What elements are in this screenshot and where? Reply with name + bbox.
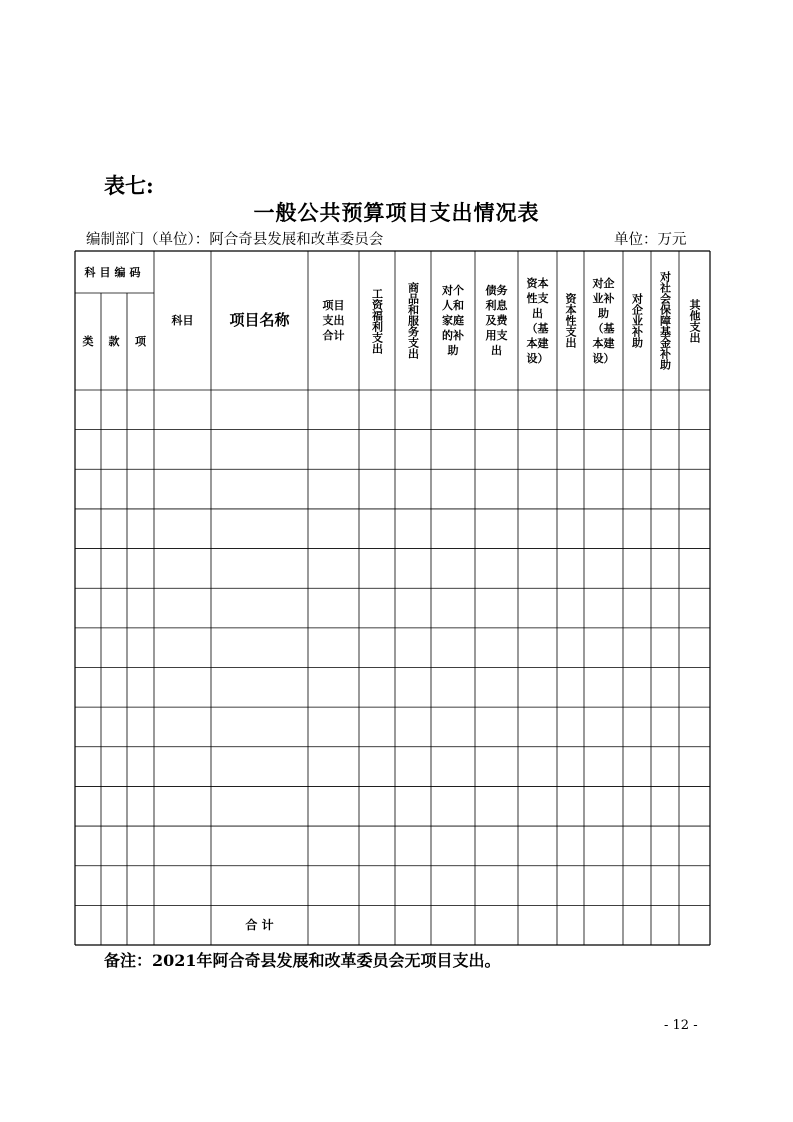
header-capital-text: 资本性支出	[564, 293, 577, 348]
header-wages	[359, 251, 395, 390]
header-xiang: 项	[135, 335, 146, 348]
header-other	[679, 251, 710, 390]
header-kemu: 科目	[171, 314, 194, 327]
page-number: - 12 -	[664, 1018, 698, 1033]
header-capital	[557, 251, 584, 390]
table-label: 表七:	[104, 173, 154, 198]
header-social-security-text: 对社会保障基金补助	[658, 271, 672, 370]
total-row-label: 合 计	[245, 918, 274, 932]
header-lei: 类	[82, 335, 94, 348]
header-goods-services-text: 商品和服务支出	[406, 282, 420, 359]
header-wages-text: 工资福利支出	[370, 287, 384, 354]
header-code-group: 科目编码	[84, 265, 145, 279]
header-other-text: 其他支出	[688, 298, 701, 343]
header-social-security	[651, 251, 679, 390]
header-individual-subsidy: 对个 人和 家庭 的补 助	[442, 284, 464, 357]
unit-label: 单位：万元	[614, 232, 687, 248]
header-enterprise-infra: 对企 业补 助 （基 本建 设）	[592, 276, 615, 365]
header-enterprise	[623, 251, 651, 390]
footnote: 备注：2021年阿合奇县发展和改革委员会无项目支出。	[104, 951, 501, 970]
header-total: 项目 支出 合计	[322, 299, 345, 342]
header-capital-infra: 资本 性支 出 （基 本建 设）	[526, 276, 549, 365]
header-kuan: 款	[108, 335, 120, 348]
header-debt-interest: 债务 利息 及费 用支 出	[485, 284, 508, 357]
department-line: 编制部门（单位）：阿合奇县发展和改革委员会	[86, 232, 384, 248]
header-enterprise-text: 对企业补助	[630, 293, 644, 348]
header-project-name: 项目名称	[229, 311, 290, 329]
header-goods-services	[395, 251, 431, 390]
document-title: 一般公共预算项目支出情况表	[253, 200, 540, 225]
